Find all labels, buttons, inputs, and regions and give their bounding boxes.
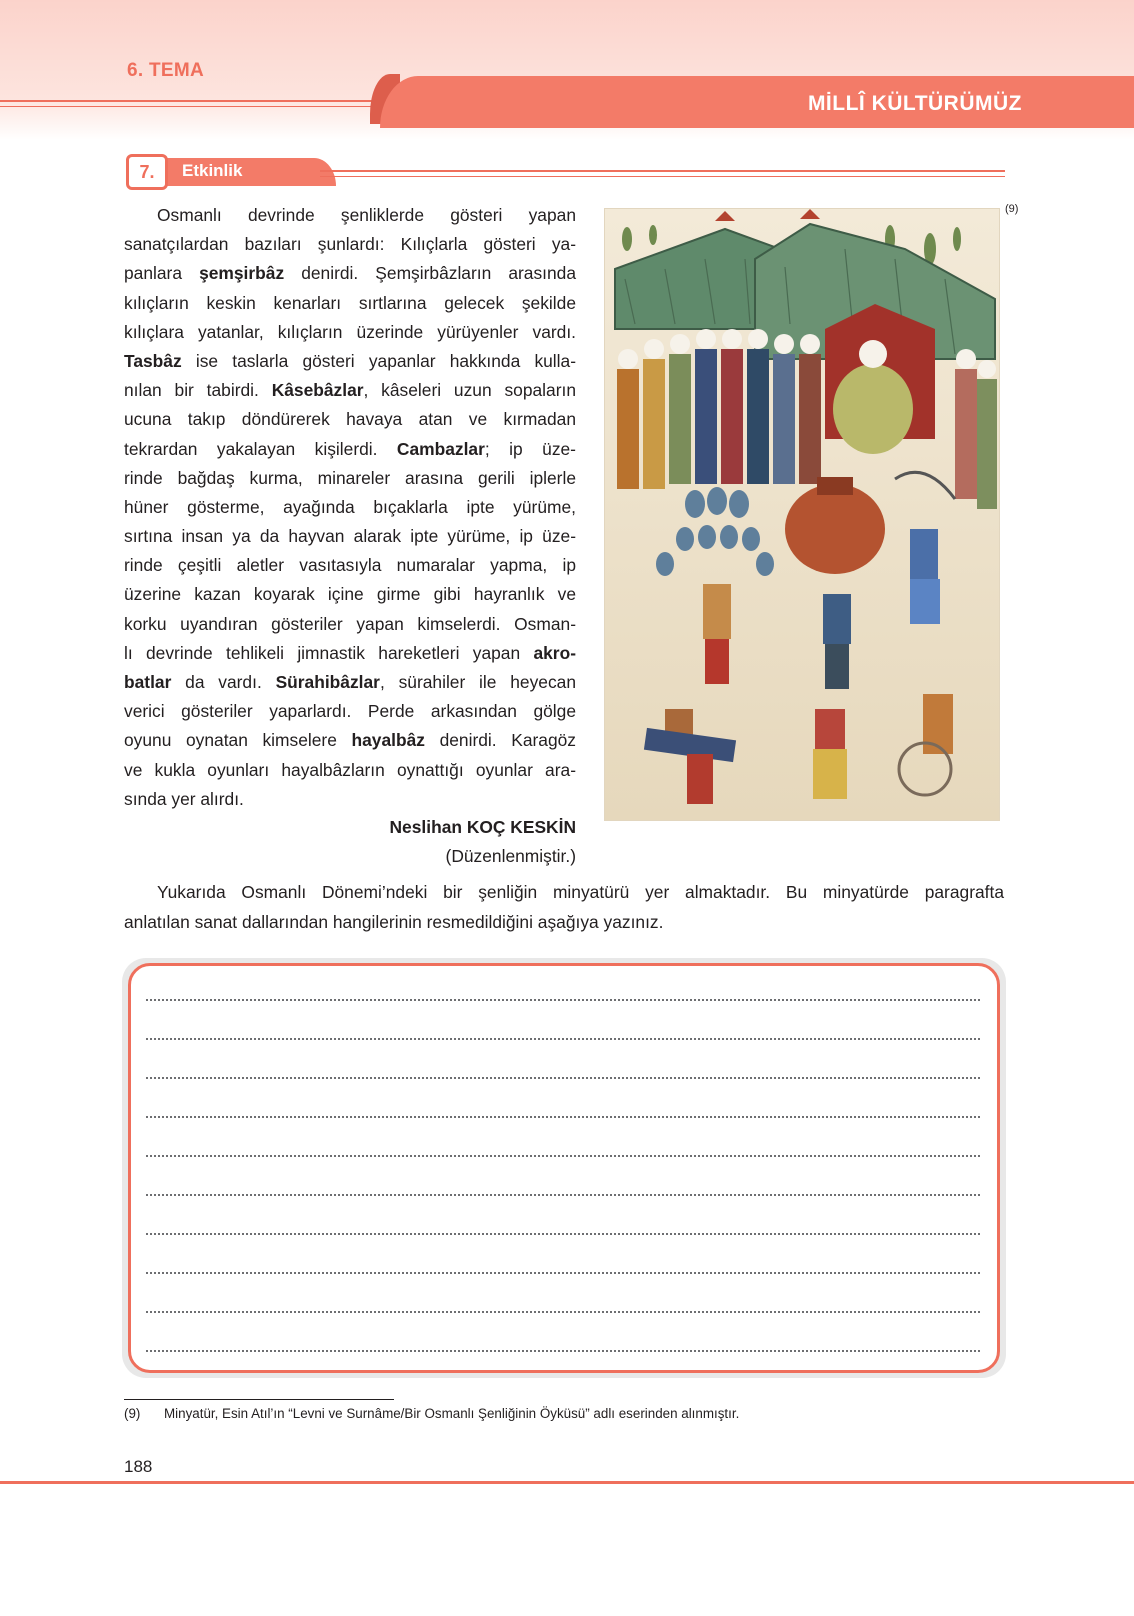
answer-line[interactable] <box>146 1350 980 1352</box>
answer-line[interactable] <box>146 1194 980 1196</box>
paragraph-line: kılıçların keskin kenarları sırtlarına gelecek şekilde <box>124 292 576 313</box>
question-line: Yukarıda Osmanlı Dönemi’ndeki bir şenliğin minyatürü yer almaktadır. Bu minyatürde paragrafta <box>157 882 1004 902</box>
miniature-illustration <box>605 209 1000 821</box>
paragraph-line: panlara şemşirbâz denirdi. Şemşirbâzların arasında <box>124 263 576 284</box>
header-rule <box>0 100 395 102</box>
paragraph-line: hüner gösterme, ayağında bıçaklarla ipte yürüme, <box>124 496 576 517</box>
paragraph-line: sanatçılardan bazıları şunlardı: Kılıçlarla gösteri ya- <box>124 234 576 255</box>
bold-term: Cambazlar <box>396 438 485 459</box>
paragraph-line: Tasbâz ise taslarla gösteri yapanlar hakkında kulla- <box>124 350 576 371</box>
paragraph-line: kılıçlara yatanlar, kılıçların üzerinde yürüyenler vardı. <box>124 321 576 342</box>
paragraph-line: rinde çeşitli aletler vasıtasıyla numaralar yapma, ip <box>124 555 576 576</box>
paragraph-line: ve kukla oyunları hayalbâzların oynattığı oyunlar ara- <box>124 759 576 780</box>
answer-line[interactable] <box>146 1311 980 1313</box>
bold-term: hayalbâz <box>351 730 425 751</box>
footnote-text: Minyatür, Esin Atıl’ın “Levni ve Surnâme/Bir Osmanlı Şenliğinin Öyküsü” adlı eserinden alınmıştır. <box>164 1406 740 1421</box>
page-number: 188 <box>124 1457 153 1476</box>
author-name: Neslihan KOÇ KESKİN <box>389 817 576 837</box>
question-text <box>124 878 1004 937</box>
header-rule-thin <box>0 106 395 107</box>
activity-title: Etkinlik <box>182 161 243 180</box>
paragraph-line: sında yer alırdı. <box>124 788 244 809</box>
paragraph-line: nılan bir tabirdi. Kâsebâzlar, kâseleri uzun sopaların <box>124 380 576 401</box>
paragraph-line: üzerine kazan koyarak içine girme gibi hayranlık ve <box>124 584 576 605</box>
activity-number: 7. <box>126 154 168 190</box>
paragraph-line: rinde bağdaş kurma, minareler arasına gerili iplerle <box>124 467 576 488</box>
answer-line[interactable] <box>146 1272 980 1274</box>
paragraph-line: Osmanlı devrinde şenliklerde gösteri yapan <box>157 205 576 225</box>
answer-line[interactable] <box>146 999 980 1001</box>
question-line: anlatılan sanat dallarından hangilerinin resmedildiğini aşağıya yazınız. <box>124 911 664 932</box>
bold-term: batlar <box>124 672 172 692</box>
activity-rule <box>320 170 1005 172</box>
answer-line[interactable] <box>146 1233 980 1235</box>
answer-line[interactable] <box>146 1038 980 1040</box>
answer-line[interactable] <box>146 1116 980 1118</box>
bold-term: akro- <box>533 642 576 663</box>
activity-paragraph <box>124 201 576 814</box>
bold-term: Kâsebâzlar <box>271 380 364 401</box>
theme-label: 6. TEMA <box>127 60 205 81</box>
footnote-number: (9) <box>124 1406 141 1421</box>
bold-term: şemşirbâz <box>199 263 285 284</box>
footnote-rule <box>124 1399 394 1400</box>
activity-rule-thin <box>320 176 1005 177</box>
paragraph-line: tekrardan yakalayan kişilerdi. Cambazlar; ip üze- <box>124 438 576 459</box>
paragraph-line: sırtına insan ya da hayvan alarak ipte yürüme, ip üze- <box>124 526 576 547</box>
image-footnote-ref: (9) <box>1005 203 1019 215</box>
ottoman-miniature-image <box>604 208 1000 821</box>
footer-rule <box>0 1481 1134 1484</box>
paragraph-line: oyunu oynatan kimselere hayalbâz denirdi. Karagöz <box>124 730 576 751</box>
paragraph-line: lı devrinde tehlikeli jimnastik hareketleri yapan akro- <box>124 642 576 663</box>
paragraph-line: verici gösteriler yaparlardı. Perde arkasından gölge <box>124 701 576 722</box>
bold-term: Tasbâz <box>124 350 182 371</box>
paragraph-line: ucuna takıp döndürerek havaya atan ve kırmadan <box>124 409 576 430</box>
paragraph-line: batlar da vardı. Sürahibâzlar, sürahiler ile heyecan <box>124 672 576 692</box>
edited-note: (Düzenlenmiştir.) <box>445 846 576 866</box>
answer-line[interactable] <box>146 1077 980 1079</box>
unit-title: MİLLÎ KÜLTÜRÜMÜZ <box>807 92 1022 115</box>
answer-line[interactable] <box>146 1155 980 1157</box>
paragraph-line: korku uyandıran gösteriler yapan kimselerdi. Osman- <box>124 613 576 634</box>
bold-term: Sürahibâzlar <box>275 672 380 692</box>
